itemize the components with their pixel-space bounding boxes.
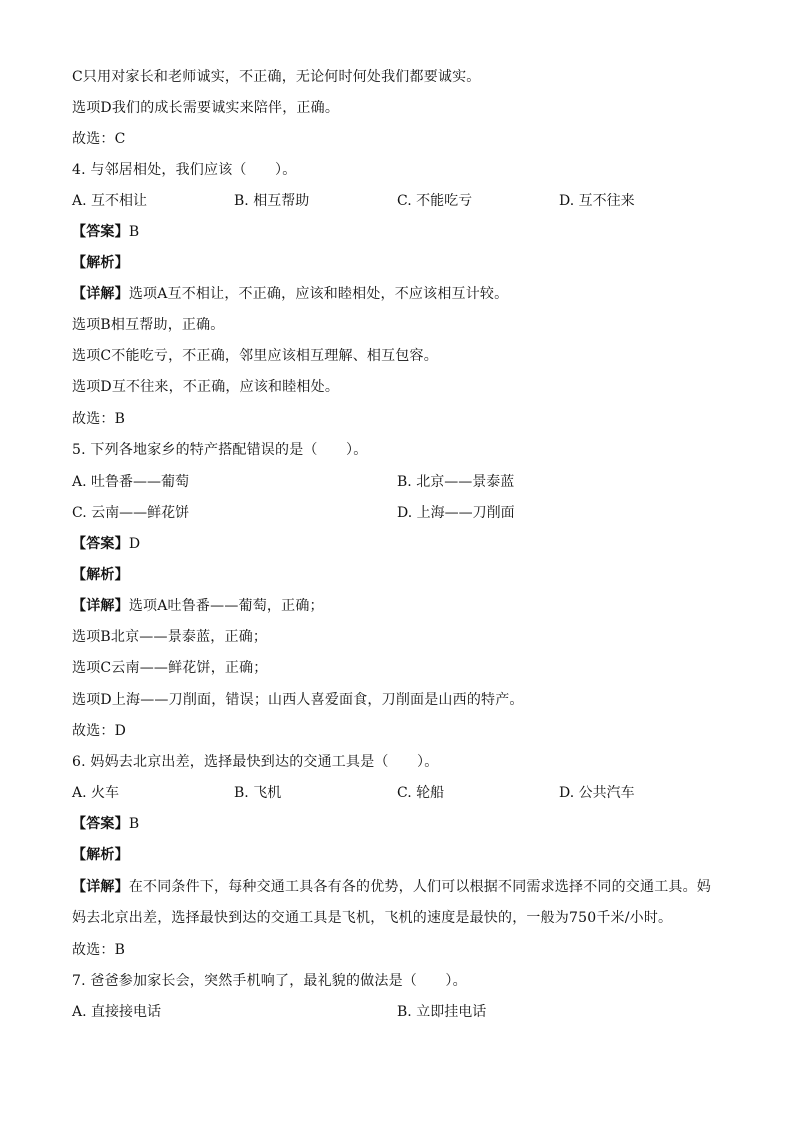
q7-option-b: B. 立即挂电话 [397, 1004, 487, 1020]
q5-detail-3: 选项C云南——鲜花饼，正确； [72, 660, 268, 676]
q4-option-b: B. 相互帮助 [234, 193, 310, 209]
q6-option-c: C. 轮船 [397, 785, 445, 801]
question-6: 6. 妈妈去北京出差，选择最快到达的交通工具是（ ）。 [72, 754, 439, 770]
answer-label: 【答案】 [72, 536, 129, 552]
answer-value: B [128, 224, 140, 240]
question-4: 4. 与邻居相处，我们应该（ ）。 [72, 162, 297, 178]
q4-detail-3: 选项C不能吃亏，不正确，邻里应该相互理解、相互包容。 [72, 348, 438, 364]
q4-selection: 故选：B [72, 411, 126, 427]
text-line: 故选：C [72, 131, 126, 147]
q6-option-a: A. 火车 [72, 785, 120, 801]
answer-value: B [128, 816, 140, 832]
analysis-label: 【解析】 [72, 255, 129, 271]
q4-detail-2: 选项B相互帮助，正确。 [72, 317, 225, 333]
q4-option-c: C. 不能吃亏 [397, 193, 473, 209]
q5-option-d: D. 上海——刀削面 [397, 505, 515, 521]
text-line: C只用对家长和老师诚实，不正确，无论何时何处我们都要诚实。 [72, 69, 481, 85]
q5-detail-4: 选项D上海——刀削面，错误；山西人喜爱面食，刀削面是山西的特产。 [72, 692, 524, 708]
q6-option-b: B. 飞机 [234, 785, 282, 801]
analysis-label: 【解析】 [72, 567, 129, 583]
answer-label: 【答案】 [72, 224, 129, 240]
q5-detail-2: 选项B北京——景泰蓝，正确； [72, 629, 268, 645]
q5-analysis [72, 564, 129, 586]
detail-text: 在不同条件下，每种交通工具各有各的优势，人们可以根据不同需求选择不同的交通工具。妈妈去北京出差，选择最快到达的交通工具是飞机，飞机的速度是最快的，一般为750千米/小时。 [72, 879, 712, 926]
q7-option-a: A. 直接接电话 [72, 1004, 162, 1020]
detail-label: 【详解】 [72, 879, 129, 895]
q4-option-a: A. 互不相让 [72, 193, 148, 209]
answer-value: D [128, 536, 141, 552]
q4-answer [72, 221, 139, 243]
answer-label: 【答案】 [72, 816, 129, 832]
detail-text: 选项A吐鲁番——葡萄，正确； [128, 598, 324, 614]
detail-label: 【详解】 [72, 598, 129, 614]
q6-selection: 故选：B [72, 942, 126, 958]
question-7: 7. 爸爸参加家长会，突然手机响了，最礼貌的做法是（ ）。 [72, 973, 467, 989]
q5-option-a: A. 吐鲁番——葡萄 [72, 474, 190, 490]
q5-selection: 故选：D [72, 723, 127, 739]
q4-analysis [72, 252, 129, 274]
question-5: 5. 下列各地家乡的特产搭配错误的是（ ）。 [72, 442, 368, 458]
q5-answer [72, 533, 140, 555]
detail-text: 选项A互不相让，不正确，应该和睦相处，不应该相互计较。 [128, 286, 509, 302]
q4-detail-4: 选项D互不往来，不正确，应该和睦相处。 [72, 379, 340, 395]
q5-detail-1 [72, 595, 324, 617]
q6-analysis [72, 844, 129, 866]
analysis-label: 【解析】 [72, 847, 129, 863]
q5-option-c: C. 云南——鲜花饼 [72, 505, 190, 521]
q6-answer [72, 813, 139, 835]
q6-detail [72, 872, 724, 934]
text-line: 选项D我们的成长需要诚实来陪伴，正确。 [72, 100, 340, 116]
q4-detail-1 [72, 283, 508, 305]
q6-option-d: D. 公共汽车 [559, 785, 635, 801]
q4-option-d: D. 互不往来 [559, 193, 635, 209]
detail-label: 【详解】 [72, 286, 129, 302]
q5-option-b: B. 北京——景泰蓝 [397, 474, 515, 490]
